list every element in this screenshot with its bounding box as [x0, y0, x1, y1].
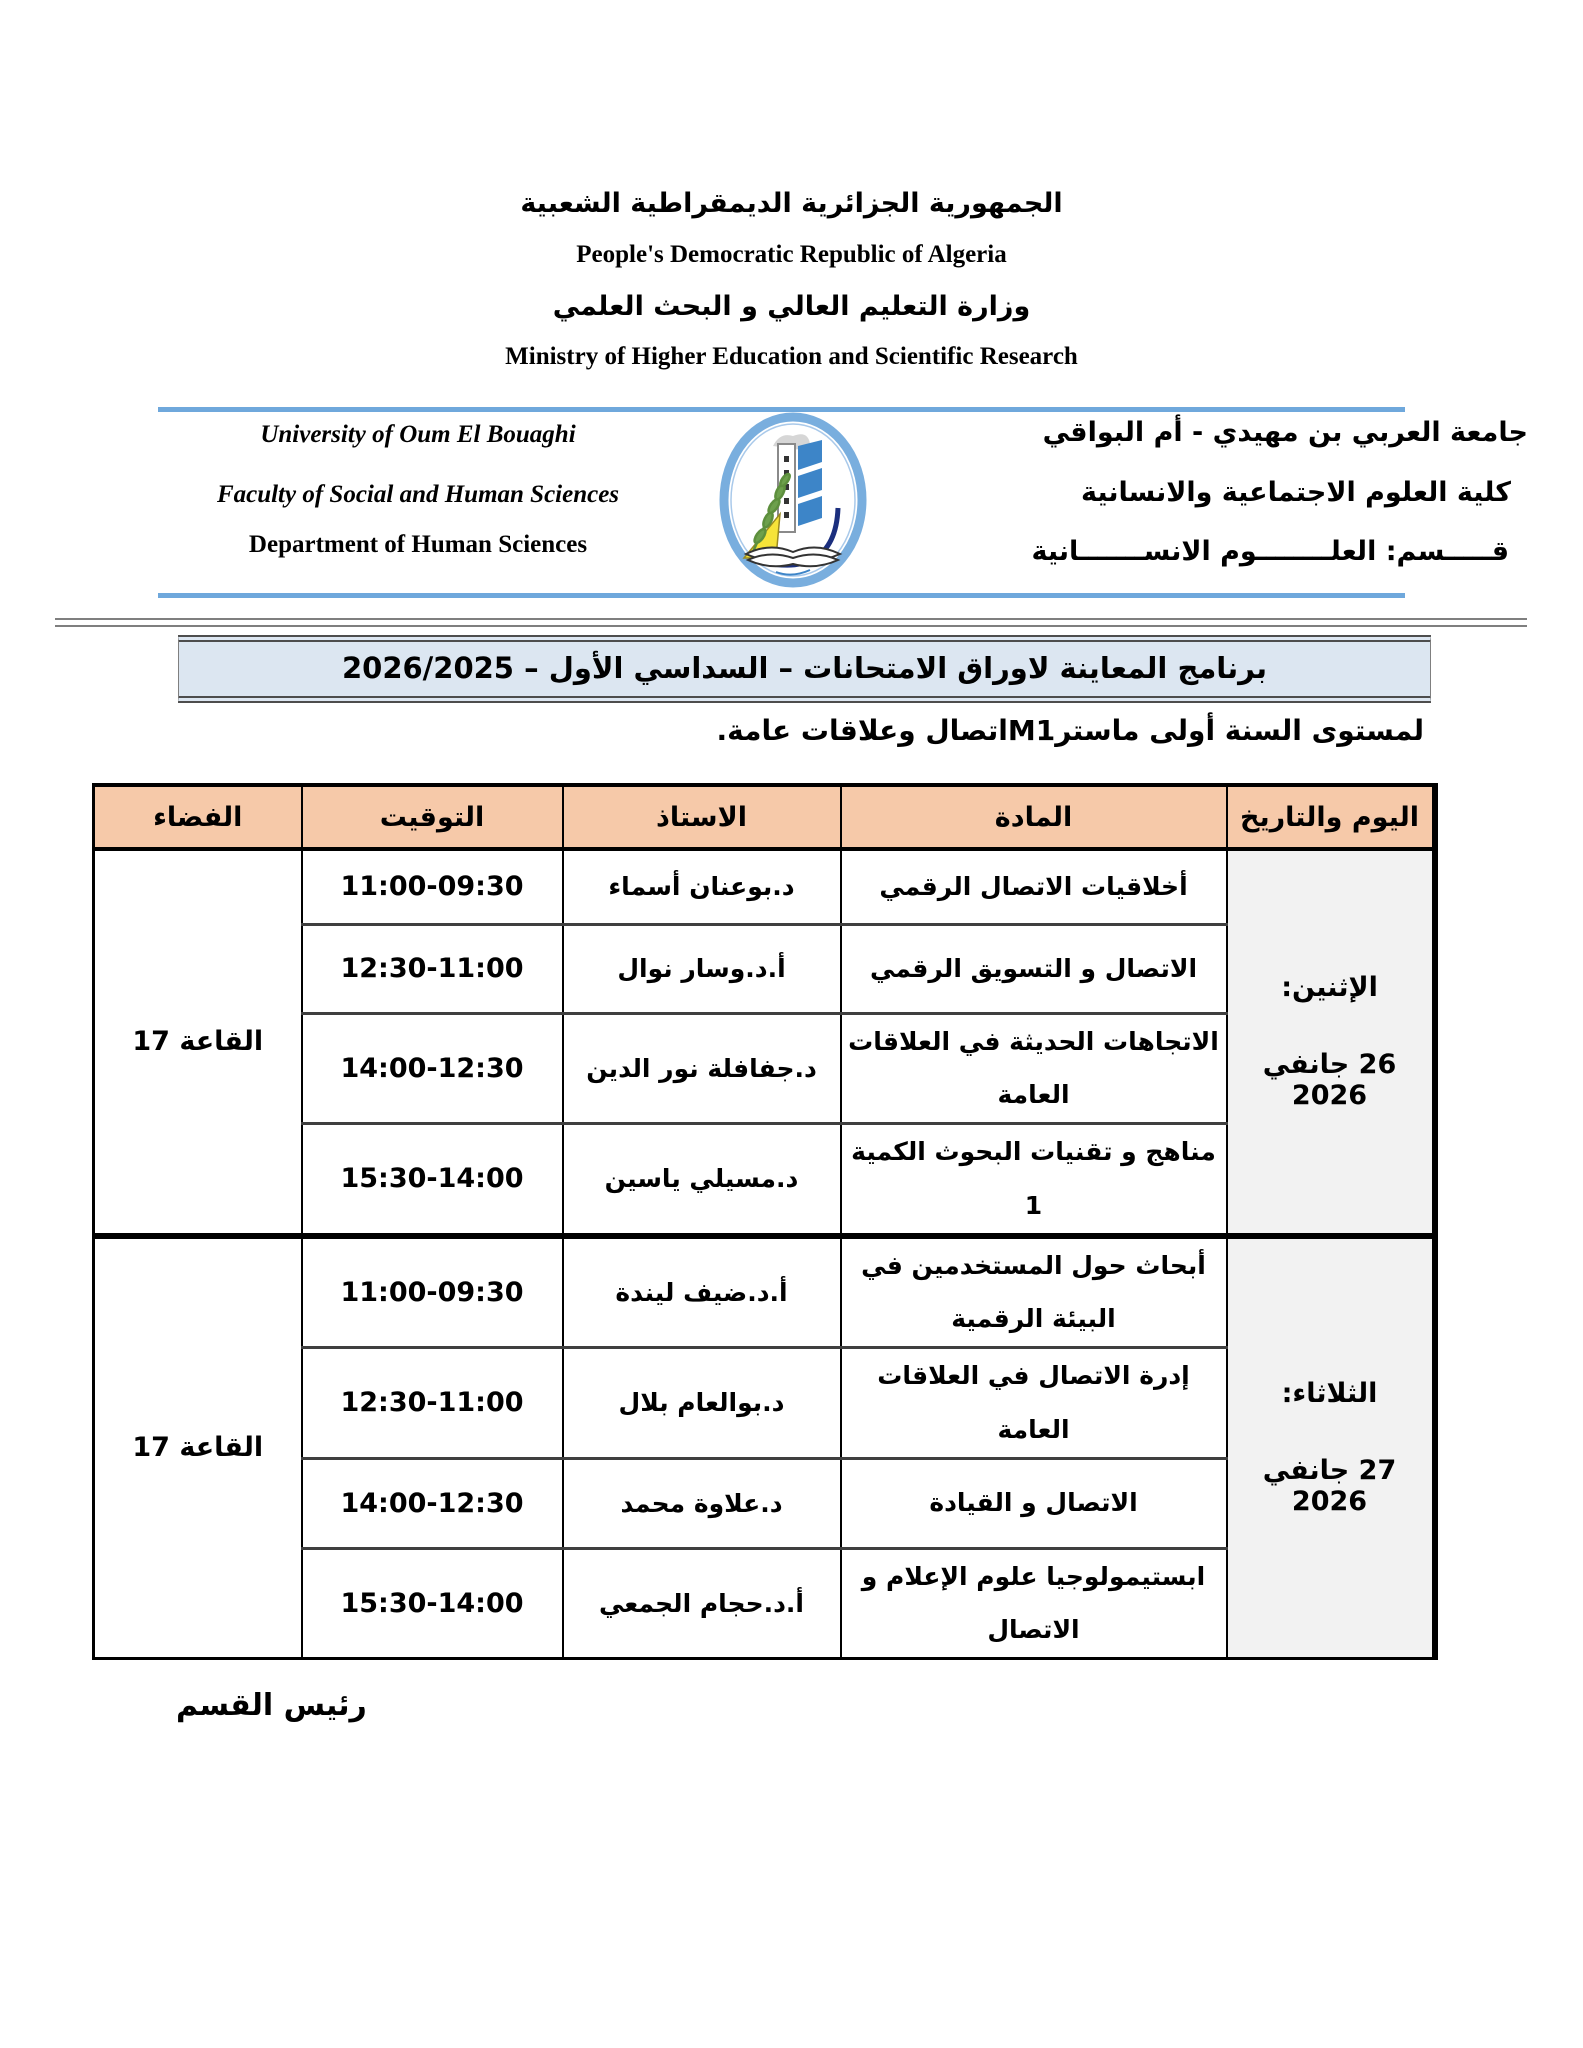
column-header-professor: الاستاذ	[563, 785, 841, 849]
university-name-arabic: جامعة العربي بن مهيدي - أم البواقي	[1042, 417, 1528, 448]
department-head-signature: رئيس القسم	[176, 1688, 367, 1723]
professor-cell: د.علاوة محمد	[563, 1458, 841, 1548]
logo-flags	[798, 440, 822, 526]
level-subtitle: لمستوى السنة أولى ماسترM1اتصال وعلاقات عامة.	[716, 714, 1424, 747]
program-title-bar	[178, 635, 1431, 703]
date-label: 27 جانفي 2026	[1262, 1455, 1397, 1518]
professor-cell: د.بوالعام بلال	[563, 1348, 841, 1459]
professor-cell: د.مسيلي ياسين	[563, 1124, 841, 1236]
column-header-time: التوقيت	[302, 785, 563, 849]
time-cell: 11:00-09:30	[302, 1236, 563, 1348]
university-seal-logo	[718, 412, 868, 588]
subject-cell: إدرة الاتصال في العلاقات العامة	[841, 1348, 1227, 1459]
time-cell: 14:00-12:30	[302, 1013, 563, 1124]
time-cell: 12:30-11:00	[302, 924, 563, 1013]
subject-cell: ابستيمولوجيا علوم الإعلام و الاتصال	[841, 1548, 1227, 1659]
subject-cell: أخلاقيات الاتصال الرقمي	[841, 849, 1227, 924]
professor-cell: أ.د.ضيف ليندة	[563, 1236, 841, 1348]
program-title-text: برنامج المعاينة لاوراق الامتحانات – السداسي الأول – 2026/2025	[341, 651, 1268, 685]
time-cell: 11:00-09:30	[302, 849, 563, 924]
subject-cell: أبحاث حول المستخدمين في البيئة الرقمية	[841, 1236, 1227, 1348]
faculty-name-english: Faculty of Social and Human Sciences	[216, 481, 620, 508]
professor-cell: د.بوعنان أسماء	[563, 849, 841, 924]
day-label: الإثنين:	[1281, 972, 1378, 1004]
republic-title-arabic: الجمهورية الجزائرية الديمقراطية الشعبية	[520, 188, 1063, 219]
subject-cell: الاتصال و القيادة	[841, 1458, 1227, 1548]
room-cell-monday: القاعة 17	[94, 849, 302, 1236]
day-cell-tuesday	[1227, 1236, 1435, 1659]
subject-cell: الاتصال و التسويق الرقمي	[841, 924, 1227, 1013]
ministry-title-arabic: وزارة التعليم العالي و البحث العلمي	[552, 291, 1031, 322]
date-label: 26 جانفي 2026	[1262, 1049, 1397, 1112]
republic-title-english: People's Democratic Republic of Algeria	[576, 241, 1007, 268]
time-cell: 15:30-14:00	[302, 1548, 563, 1659]
time-cell: 14:00-12:30	[302, 1458, 563, 1548]
day-cell-monday	[1227, 849, 1435, 1236]
time-cell: 15:30-14:00	[302, 1124, 563, 1236]
section-divider-double-rule	[55, 618, 1527, 627]
department-name-arabic: قـــــسم: العلــــــــوم الانســـــــانية	[1031, 536, 1509, 567]
professor-cell: أ.د.حجام الجمعي	[563, 1548, 841, 1659]
time-cell: 12:30-11:00	[302, 1348, 563, 1459]
faculty-name-arabic: كلية العلوم الاجتماعية والانسانية	[1080, 477, 1511, 508]
professor-cell: أ.د.وسار نوال	[563, 924, 841, 1013]
day-label: الثلاثاء:	[1281, 1378, 1378, 1410]
professor-cell: د.جفافلة نور الدين	[563, 1013, 841, 1124]
exam-schedule-table	[92, 783, 1438, 1660]
ministry-title-english: Ministry of Higher Education and Scientific Research	[505, 343, 1078, 370]
subject-cell: الاتجاهات الحديثة في العلاقات العامة	[841, 1013, 1227, 1124]
bottom-blue-rule	[158, 593, 1405, 598]
table-header-row	[94, 785, 1435, 849]
table-row	[94, 1236, 1435, 1348]
department-name-english: Department of Human Sciences	[248, 531, 588, 558]
subject-cell: مناهج و تقنيات البحوث الكمية 1	[841, 1124, 1227, 1236]
university-name-english: University of Oum El Bouaghi	[260, 421, 576, 448]
room-cell-tuesday: القاعة 17	[94, 1236, 302, 1659]
table-row	[94, 849, 1435, 924]
column-header-subject: المادة	[841, 785, 1227, 849]
column-header-space: الفضاء	[94, 785, 302, 849]
column-header-day-date: اليوم والتاريخ	[1227, 785, 1435, 849]
